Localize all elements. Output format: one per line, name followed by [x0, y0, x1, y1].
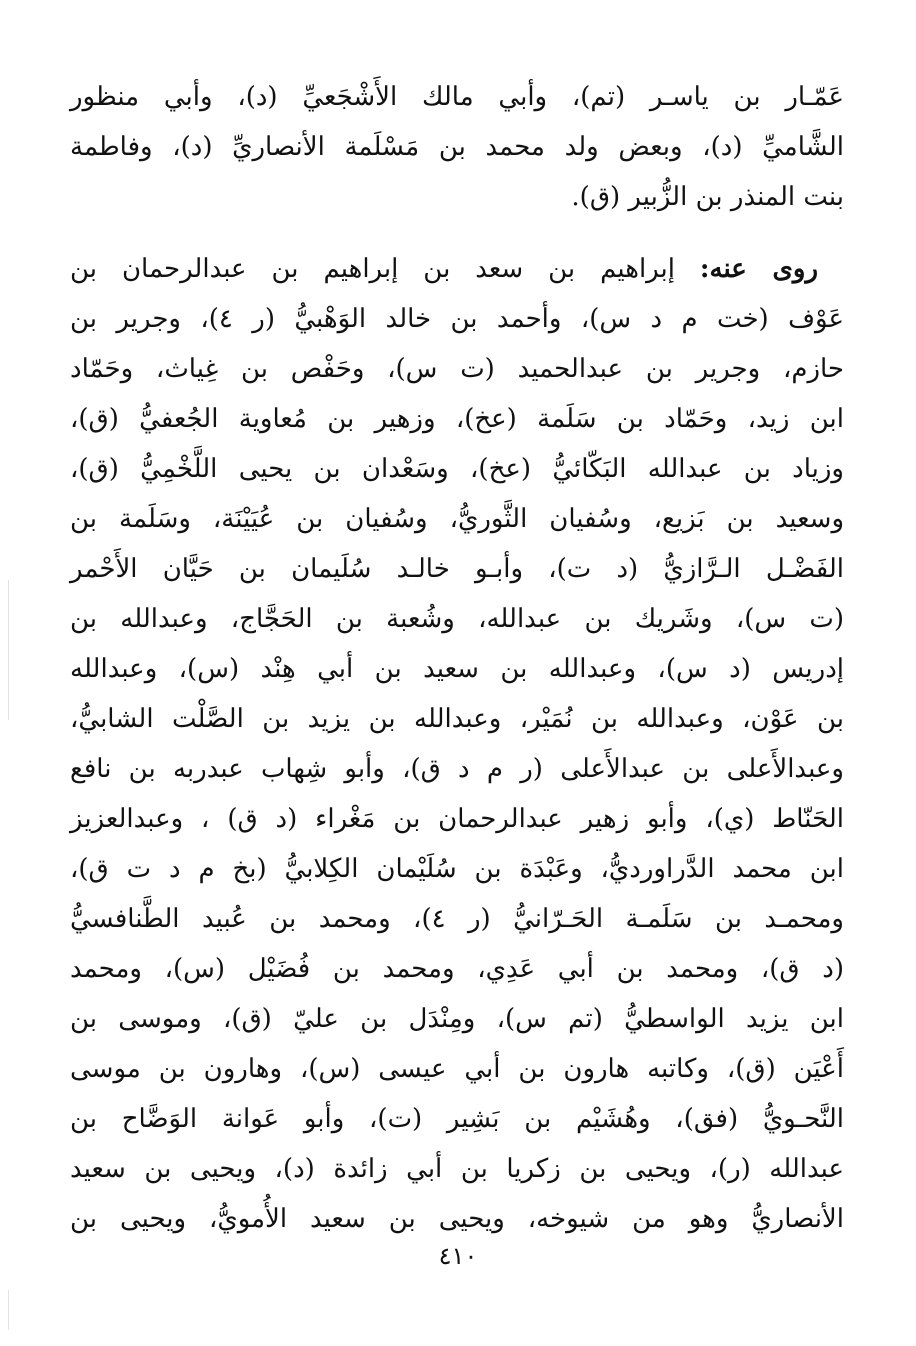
section-lead-label: روى عنه:: [699, 254, 818, 284]
text-line: الشَّاميِّ (د)، وبعض ولد محمد بن مَسْلَمة الأنصاريِّ (د)، وفاطمة: [70, 132, 844, 162]
text-line: الحَنّاط (ي)، وأبو زهير عبدالرحمان بن مَغْراء (د ق) ، وعبدالعزيز: [70, 804, 844, 834]
text-line: ومحمـد بن سَلَمـة الحَـرّانيُّ (ر ٤)، ومحمد بن عُبيد الطَّنافسيُّ: [70, 904, 844, 934]
scan-edge-mark: [8, 580, 9, 720]
page-number: ٤١٠: [438, 1242, 478, 1270]
scan-edge-mark: [8, 1290, 9, 1330]
text-line: ابن زيد، وحَمّاد بن سَلَمة (عخ)، وزهير بن مُعاوية الجُعفيُّ (ق)،: [70, 404, 844, 434]
text-line: الفَضْـل الـرَّازيُّ (د ت)، وأبـو خالـد سُلَيمان بن حَيَّان الأَحْمر: [70, 554, 844, 584]
text-line: حازم، وجرير بن عبدالحميد (ت س)، وحَفْص بن غِياث، وحَمّاد: [70, 354, 844, 384]
text-line: عَوْف (خت م د س)، وأحمد بن خالد الوَهْبيُّ (ر ٤)، وجرير بن: [70, 304, 844, 334]
text-line: الأنصاريُّ وهو من شيوخه، ويحيى بن سعيد الأُمويُّ، ويحيى بن: [70, 1204, 844, 1234]
text-line: ابن يزيد الواسطيُّ (تم س)، ومِنْدَل بن عليّ (ق)، وموسى بن: [70, 1004, 844, 1034]
text-line: (د ق)، ومحمد بن أبي عَدِي، ومحمد بن فُضَيْل (س)، ومحمد: [70, 954, 844, 984]
text-line: وزياد بن عبدالله البَكّائيُّ (عخ)، وسَعْدان بن يحيى اللَّخْمِيُّ (ق)،: [70, 454, 844, 484]
text-line: وعبدالأَعلى بن عبدالأَعلى (ر م د ق)، وأبو شِهاب عبدربه بن نافع: [70, 754, 844, 784]
text-line: بن عَوْن، وعبدالله بن نُمَيْر، وعبدالله بن يزيد بن الصَّلْت الشابيُّ،: [70, 704, 844, 734]
text-line-rest: إبراهيم بن سعد بن إبراهيم بن عبدالرحمان بن: [70, 254, 700, 284]
text-line: بنت المنذر بن الزُّبير (ق).: [571, 182, 844, 212]
text-line: (ت س)، وشَريك بن عبدالله، وشُعبة بن الحَجَّاج، وعبدالله بن: [70, 604, 844, 634]
text-line-first: [70, 244, 844, 294]
text-line: وسعيد بن بَزيع، وسُفيان الثَّوريُّ، وسُفيان بن عُيَيْنَة، وسَلَمة بن: [70, 504, 844, 534]
paragraph-teachers-end: [70, 72, 844, 222]
text-line: إدريس (د س)، وعبدالله بن سعيد بن أبي هِنْد (س)، وعبدالله: [70, 654, 844, 684]
text-line: عبدالله (ر)، ويحيى بن زكريا بن أبي زائدة (د)، ويحيى بن سعيد: [70, 1154, 844, 1184]
text-line: أَعْيَن (ق)، وكاتبه هارون بن أبي عيسى (س)، وهارون بن موسى: [70, 1054, 845, 1084]
text-line: النَّحـويُّ (فق)، وهُشَيْم بن بَشِير (ت)، وأبو عَوانة الوَضَّاح بن: [70, 1104, 844, 1134]
text-line: ابن محمد الدَّراورديُّ، وعَبْدَة بن سُلَيْمان الكِلابيُّ (بخ م د ت ق)،: [70, 854, 844, 884]
paragraph-narrators: [70, 244, 844, 1244]
text-line: عَمّـار بن ياسـر (تم)، وأبي مالك الأَشْجَعيِّ (د)، وأبي منظور: [70, 82, 844, 112]
